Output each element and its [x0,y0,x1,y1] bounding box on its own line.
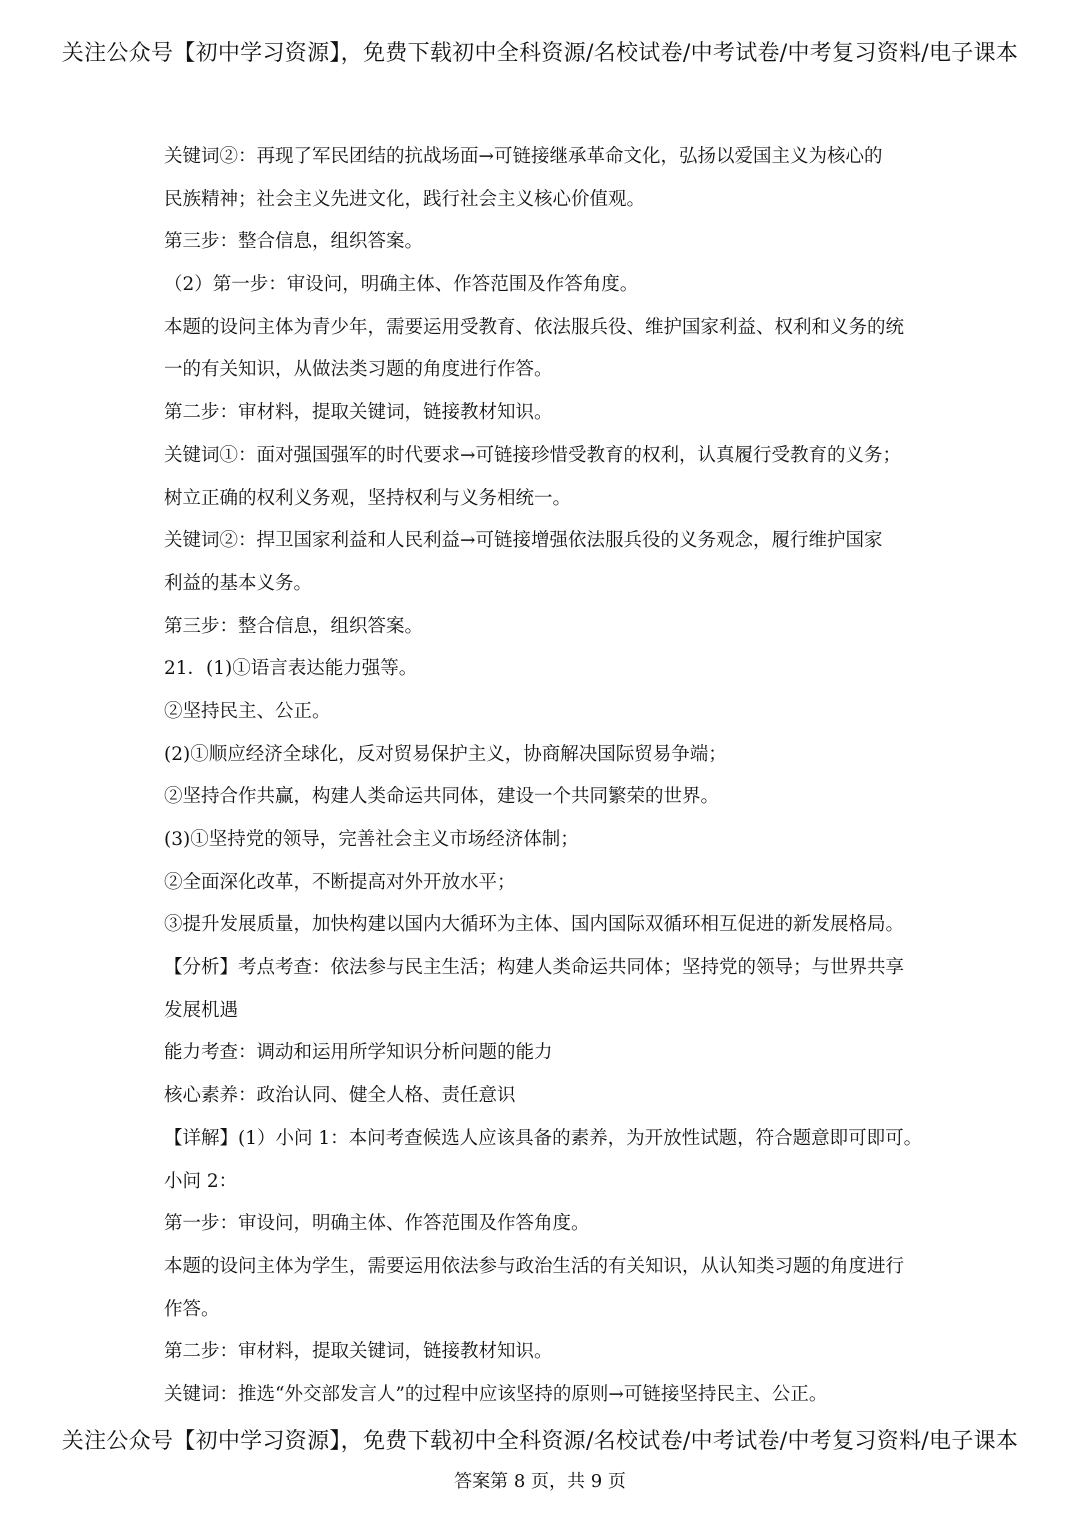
text-line: 本题的设问主体为青少年，需要运用受教育、依法服兵役、维护国家利益、权利和义务的统 [164,316,905,338]
text-line: 【详解】(1）小问 1：本问考查候选人应该具备的素养，为开放性试题，符合题意即可即可。 [164,1127,923,1149]
text-line: 关键词②：捍卫国家利益和人民利益→可链接增强依法服兵役的义务观念，履行维护国家 [164,530,883,552]
answer-content [164,136,934,1417]
text-line: 关键词①：面对强国强军的时代要求→可链接珍惜受教育的权利，认真履行受教育的义务； [164,444,902,466]
header-banner: 关注公众号【初中学习资源】，免费下载初中全科资源/名校试卷/中考试卷/中考复习资料/电子课本 [61,41,1019,66]
text-line: 第二步：审材料，提取关键词，链接教材知识。 [164,402,553,424]
footer-banner: 关注公众号【初中学习资源】，免费下载初中全科资源/名校试卷/中考试卷/中考复习资料/电子课本 [61,1429,1019,1454]
text-line: ②坚持合作共赢，构建人类命运共同体，建设一个共同繁荣的世界。 [164,786,720,808]
text-line: 能力考查：调动和运用所学知识分析问题的能力 [164,1042,553,1064]
text-line: 核心素养：政治认同、健全人格、责任意识 [164,1085,516,1107]
text-line: ②全面深化改革，不断提高对外开放水平； [164,871,516,893]
text-line: （2）第一步：审设问，明确主体、作答范围及作答角度。 [164,274,639,296]
text-line: 发展机遇 [164,999,239,1021]
text-line: 一的有关知识，从做法类习题的角度进行作答。 [164,359,553,381]
text-line: 第二步：审材料，提取关键词，链接教材知识。 [164,1341,553,1363]
text-line: 【分析】考点考查：依法参与民主生活；构建人类命运共同体；坚持党的领导；与世界共享 [164,957,905,979]
text-line: 第一步：审设问，明确主体、作答范围及作答角度。 [164,1213,590,1235]
text-line: 本题的设问主体为学生，需要运用依法参与政治生活的有关知识，从认知类习题的角度进行 [164,1255,905,1277]
text-line: 关键词②：再现了军民团结的抗战场面→可链接继承革命文化，弘扬以爱国主义为核心的 [164,146,883,167]
text-line: (3)①坚持党的领导，完善社会主义市场经济体制； [164,829,579,850]
text-line: 民族精神；社会主义先进文化，践行社会主义核心价值观。 [164,188,646,210]
page-number: 答案第 8 页，共 9 页 [454,1471,626,1492]
text-line: (2)①顺应经济全球化，反对贸易保护主义，协商解决国际贸易争端； [164,743,727,765]
text-line: ③提升发展质量，加快构建以国内大循环为主体、国内国际双循环相互促进的新发展格局。 [164,914,905,936]
text-line: 第三步：整合信息，组织答案。 [164,231,424,253]
text-line: 树立正确的权利义务观，坚持权利与义务相统一。 [164,487,572,509]
text-line: 利益的基本义务。 [164,572,313,594]
text-line: 关键词：推选“外交部发言人”的过程中应该坚持的原则→可链接坚持民主、公正。 [164,1383,828,1405]
text-line: 小问 2： [164,1170,238,1192]
text-line: 第三步：整合信息，组织答案。 [164,615,424,637]
text-line: 作答。 [164,1298,220,1320]
text-line: ②坚持民主、公正。 [164,700,331,722]
text-line: 21．(1)①语言表达能力强等。 [164,658,418,680]
